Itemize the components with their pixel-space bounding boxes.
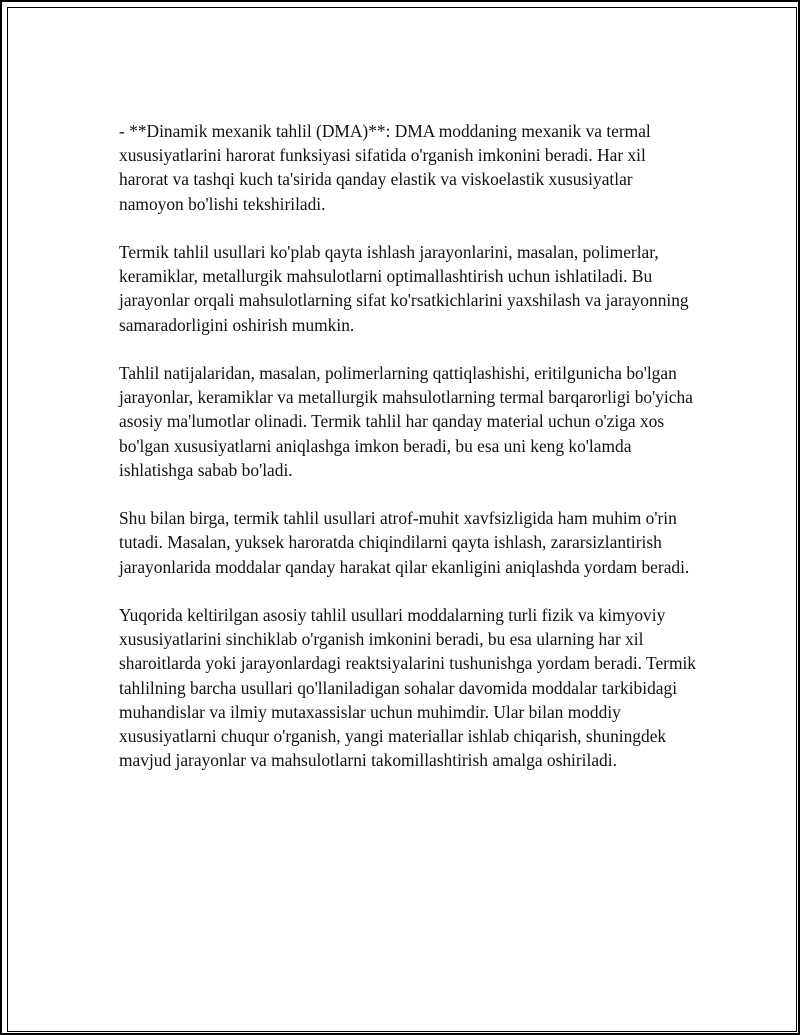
paragraph-thermal-methods: Termik tahlil usullari ko'plab qayta ishlash jarayonlarini, masalan, polimerlar, keramiklar, metallurgik mahsulotlarni optimallashtirish uchun ishlatiladi. Bu jarayonlar orqali mahsulotlarning sifat ko'rsatkichlarini yaxshilash va jarayonning samaradorligini oshirish mumkin.: [119, 242, 689, 335]
paragraph-environmental-safety: Shu bilan birga, termik tahlil usullari atrof-muhit xavfsizligida ham muhim o'rin tutadi. Masalan, yuksek haroratda chiqindilarni qayta ishlash, zararsizlantirish jarayonlarida moddalar qanday harakat qilar ekanligini aniqlashda yordam beradi.: [119, 508, 690, 577]
document-body: [119, 119, 697, 797]
paragraph-analysis-results: Tahlil natijalaridan, masalan, polimerlarning qattiqlashishi, eritilgunicha bo'lgan jarayonlar, keramiklar va metallurgik mahsulotlarning termal barqarorligi bo'yicha asosiy ma'lumotlar olinadi. Termik tahlil har qanday material uchun o'ziga xos bo'lgan xususiyatlarni aniqlashga imkon beradi, bu esa uni keng ko'lamda ishlatishga sabab bo'ladi.: [119, 363, 693, 480]
paragraph-conclusion: Yuqorida keltirilgan asosiy tahlil usullari moddalarning turli fizik va kimyoviy xususiyatlarini sinchiklab o'rganish imkonini beradi, bu esa ularning har xil sharoitlarda yoki jarayonlardagi reaktsiyalarini tushunishga yordam beradi. Termik tahlilning barcha usullari qo'llaniladigan sohalar davomida moddalar tarkibidagi muhandislar va ilmiy mutaxassislar uchun muhimdir. Ular bilan moddiy xususiyatlarni chuqur o'rganish, yangi materiallar ishlab chiqarish, shuningdek mavjud jarayonlar va mahsulotlarni takomillashtirish amalga oshiriladi.: [119, 605, 697, 771]
paragraph-dma: - **Dinamik mexanik tahlil (DMA)**: DMA moddaning mexanik va termal xususiyatlarini harorat funksiyasi sifatida o'rganish imkonini beradi. Har xil harorat va tashqi kuch ta'sirida qanday elastik va viskoelastik xususiyatlar namoyon bo'lishi tekshiriladi.: [119, 121, 651, 214]
